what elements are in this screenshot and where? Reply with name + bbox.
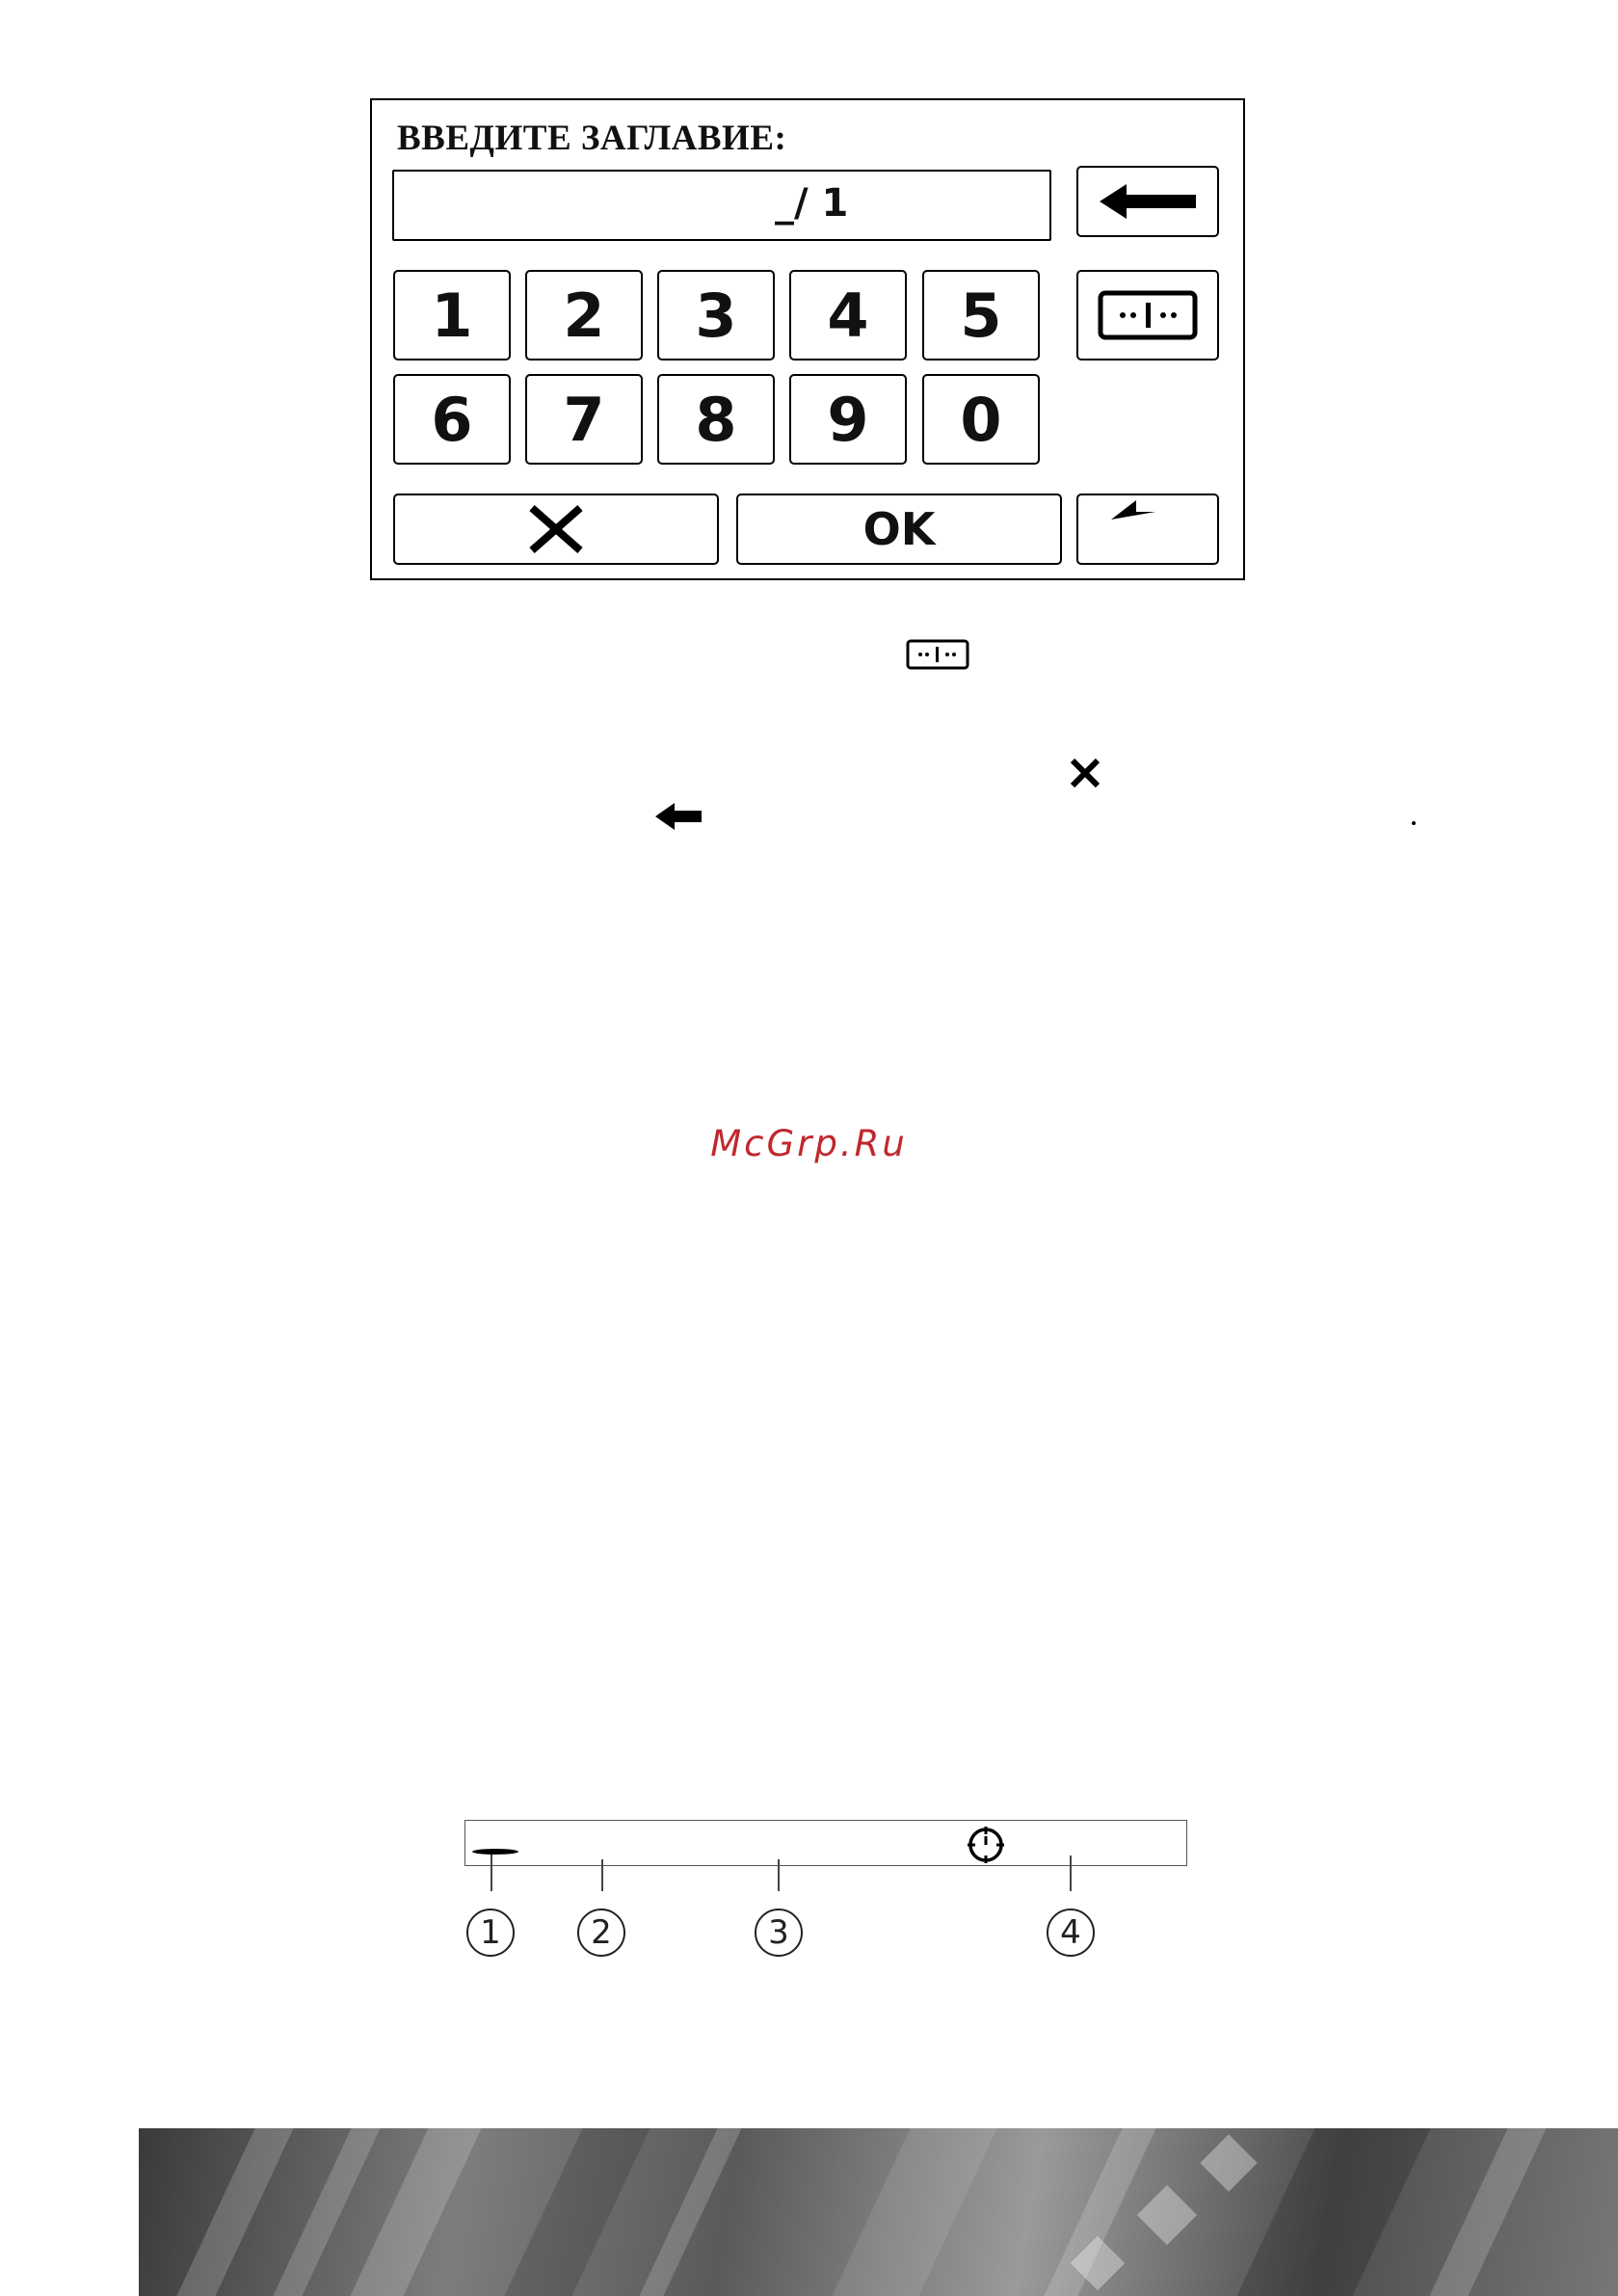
callout-line-4: [1070, 1855, 1072, 1891]
callout-line-2: [601, 1859, 603, 1891]
backspace-button[interactable]: [1076, 166, 1219, 237]
dot-mark: [1412, 821, 1416, 825]
x-icon: [1070, 758, 1101, 788]
x-icon: [527, 505, 585, 553]
space-key-icon: [906, 639, 969, 670]
return-arrow-icon: [1111, 498, 1184, 560]
key-2[interactable]: 2: [525, 270, 643, 360]
callout-1: 1: [466, 1909, 515, 1957]
cancel-button[interactable]: [393, 494, 719, 565]
callout-line-3: [778, 1859, 780, 1891]
key-5[interactable]: 5: [922, 270, 1040, 360]
key-9[interactable]: 9: [789, 374, 907, 465]
ok-label: OK: [862, 503, 936, 555]
callout-3: 3: [755, 1909, 803, 1957]
key-3[interactable]: 3: [657, 270, 775, 360]
callout-2: 2: [577, 1909, 625, 1957]
watermark: McGrp.Ru: [710, 1123, 908, 1164]
key-7[interactable]: 7: [525, 374, 643, 465]
clock-icon: [967, 1826, 1005, 1864]
ok-button[interactable]: [736, 494, 1062, 565]
space-key-icon: [1098, 290, 1198, 340]
key-6[interactable]: 6: [393, 374, 511, 465]
footer-banner-image: [139, 2128, 1618, 2296]
dash-icon: [471, 1848, 519, 1855]
space-button[interactable]: [1076, 270, 1219, 360]
callout-line-1: [491, 1855, 492, 1891]
key-0[interactable]: 0: [922, 374, 1040, 465]
status-bar-diagram: [464, 1820, 1187, 1866]
callout-4: 4: [1047, 1909, 1095, 1957]
title-input-field[interactable]: [392, 170, 1051, 241]
key-1[interactable]: 1: [393, 270, 511, 360]
screen-title: ВВЕДИТЕ ЗАГЛАВИЕ:: [397, 119, 787, 158]
title-input-value: _/ 1: [775, 181, 849, 226]
arrow-left-icon: [1100, 182, 1196, 221]
key-8[interactable]: 8: [657, 374, 775, 465]
return-button[interactable]: [1076, 494, 1219, 565]
title-entry-screen: [370, 98, 1245, 580]
arrow-left-icon: [655, 802, 702, 831]
key-4[interactable]: 4: [789, 270, 907, 360]
